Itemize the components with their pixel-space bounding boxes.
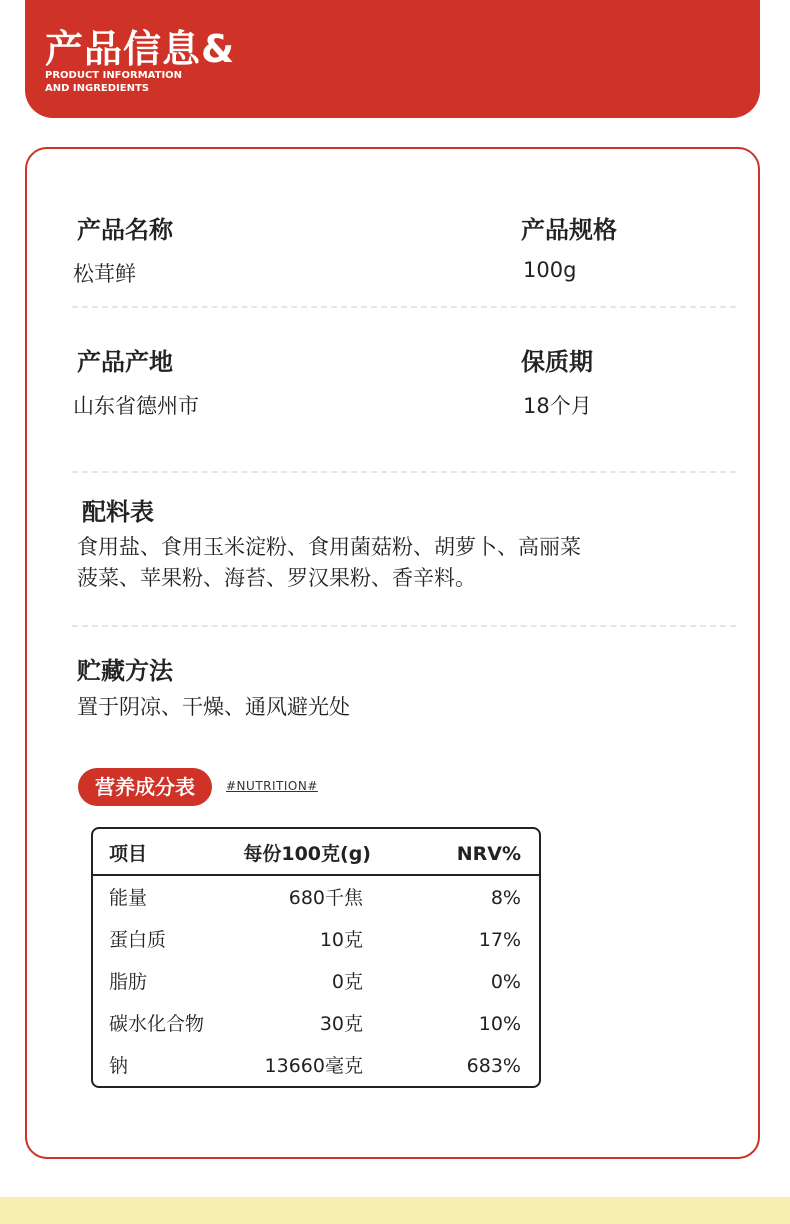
ingredients-line-2: 菠菜、苹果粉、海苔、罗汉果粉、香辛料。 <box>77 566 476 590</box>
row-amount: 30克 <box>319 1013 363 1035</box>
shelf-life-value: 18个月 <box>523 394 592 418</box>
subtitle-line-1: PRODUCT INFORMATION <box>45 70 183 81</box>
divider <box>72 625 736 627</box>
product-spec-label: 产品规格 <box>521 216 617 244</box>
product-name-value: 松茸鲜 <box>73 262 136 286</box>
row-nrv: 10% <box>478 1013 521 1035</box>
row-item: 钠 <box>109 1055 129 1077</box>
product-spec-value: 100g <box>523 258 577 282</box>
header-per-100g: 每份100克(g) <box>243 843 371 865</box>
page-subtitle <box>45 69 245 95</box>
storage-value: 置于阴凉、干燥、通风避光处 <box>77 695 350 719</box>
storage-label: 贮藏方法 <box>77 657 173 685</box>
row-amount: 13660毫克 <box>264 1055 363 1077</box>
row-amount: 0克 <box>331 971 363 993</box>
ingredients-list <box>77 532 677 594</box>
nutrition-table <box>91 827 541 1088</box>
page-title: 产品信息& <box>45 27 236 71</box>
row-item: 能量 <box>109 887 148 909</box>
table-row <box>93 920 539 960</box>
ingredients-label: 配料表 <box>82 498 154 526</box>
origin-label: 产品产地 <box>77 348 173 376</box>
row-item: 蛋白质 <box>109 929 167 951</box>
nutrition-tag: #NUTRITION# <box>226 779 318 793</box>
header-divider <box>93 874 539 876</box>
subtitle-line-2: AND INGREDIENTS <box>45 83 149 94</box>
row-nrv: 17% <box>478 929 521 951</box>
row-item: 脂肪 <box>109 971 148 993</box>
row-nrv: 8% <box>490 887 521 909</box>
origin-value: 山东省德州市 <box>73 394 199 418</box>
table-header-row <box>93 834 539 874</box>
divider <box>72 306 736 308</box>
table-row <box>93 1046 539 1086</box>
product-name-label: 产品名称 <box>77 216 173 244</box>
ingredients-line-1: 食用盐、食用玉米淀粉、食用菌菇粉、胡萝卜、高丽菜 <box>77 535 581 559</box>
footer-band <box>0 1197 790 1224</box>
row-nrv: 683% <box>466 1055 521 1077</box>
row-amount: 680千焦 <box>288 887 363 909</box>
table-row <box>93 878 539 918</box>
divider <box>72 471 736 473</box>
table-row <box>93 1004 539 1044</box>
row-item: 碳水化合物 <box>109 1013 205 1035</box>
row-amount: 10克 <box>319 929 363 951</box>
row-nrv: 0% <box>490 971 521 993</box>
nutrition-badge: 营养成分表 <box>78 768 212 806</box>
shelf-life-label: 保质期 <box>521 348 593 376</box>
table-row <box>93 962 539 1002</box>
header-item: 项目 <box>109 843 148 865</box>
header-nrv: NRV% <box>456 843 521 865</box>
